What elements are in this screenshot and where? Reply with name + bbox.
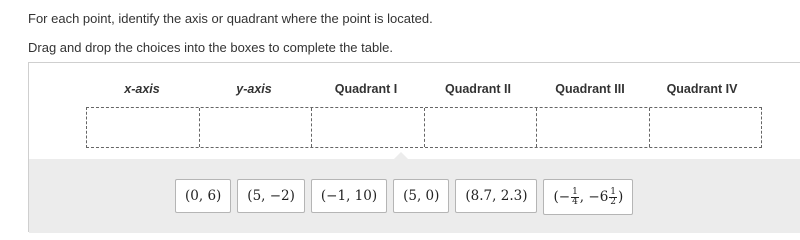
- drop-box-quadrant-1[interactable]: [312, 108, 425, 147]
- drop-box-y-axis[interactable]: [200, 108, 313, 147]
- drop-box-quadrant-2[interactable]: [425, 108, 538, 147]
- choice-chip[interactable]: (5, 0): [393, 179, 449, 213]
- drop-box-quadrant-3[interactable]: [537, 108, 650, 147]
- fraction: [609, 188, 617, 207]
- choices-list: [175, 179, 633, 215]
- header-quadrant-4: Quadrant IV: [666, 82, 738, 96]
- choice-text: , −6: [579, 189, 609, 205]
- instruction-text-1: For each point, identify the axis or quadrant where the point is located.: [28, 11, 433, 26]
- choice-chip[interactable]: (0, 6): [175, 179, 231, 213]
- drop-zone-row: [86, 107, 762, 148]
- choice-text: (−: [553, 189, 571, 205]
- answer-table: [29, 63, 800, 158]
- fraction: [571, 188, 579, 207]
- header-quadrant-3: Quadrant III: [555, 82, 625, 96]
- fraction-numerator: 1: [572, 186, 578, 197]
- drag-drop-widget: [28, 62, 800, 232]
- header-quadrant-2: Quadrant II: [445, 82, 511, 96]
- drop-box-x-axis[interactable]: [87, 108, 200, 147]
- choice-chip[interactable]: [543, 179, 633, 215]
- drop-box-quadrant-4[interactable]: [650, 108, 762, 147]
- fraction-denominator: 4: [572, 196, 578, 207]
- fraction-denominator: 2: [610, 196, 617, 207]
- choice-chip[interactable]: (8.7, 2.3): [455, 179, 537, 213]
- instruction-text-2: Drag and drop the choices into the boxes to complete the table.: [28, 40, 393, 55]
- tray-pointer: [393, 152, 409, 160]
- header-y-axis: y-axis: [236, 82, 272, 96]
- fraction-numerator: 1: [610, 186, 617, 197]
- choice-chip[interactable]: (5, −2): [237, 179, 305, 213]
- header-quadrant-1: Quadrant I: [334, 82, 398, 96]
- choice-text: ): [618, 189, 624, 205]
- header-x-axis: x-axis: [124, 82, 160, 96]
- choice-chip[interactable]: (−1, 10): [311, 179, 387, 213]
- choices-tray: [29, 159, 800, 233]
